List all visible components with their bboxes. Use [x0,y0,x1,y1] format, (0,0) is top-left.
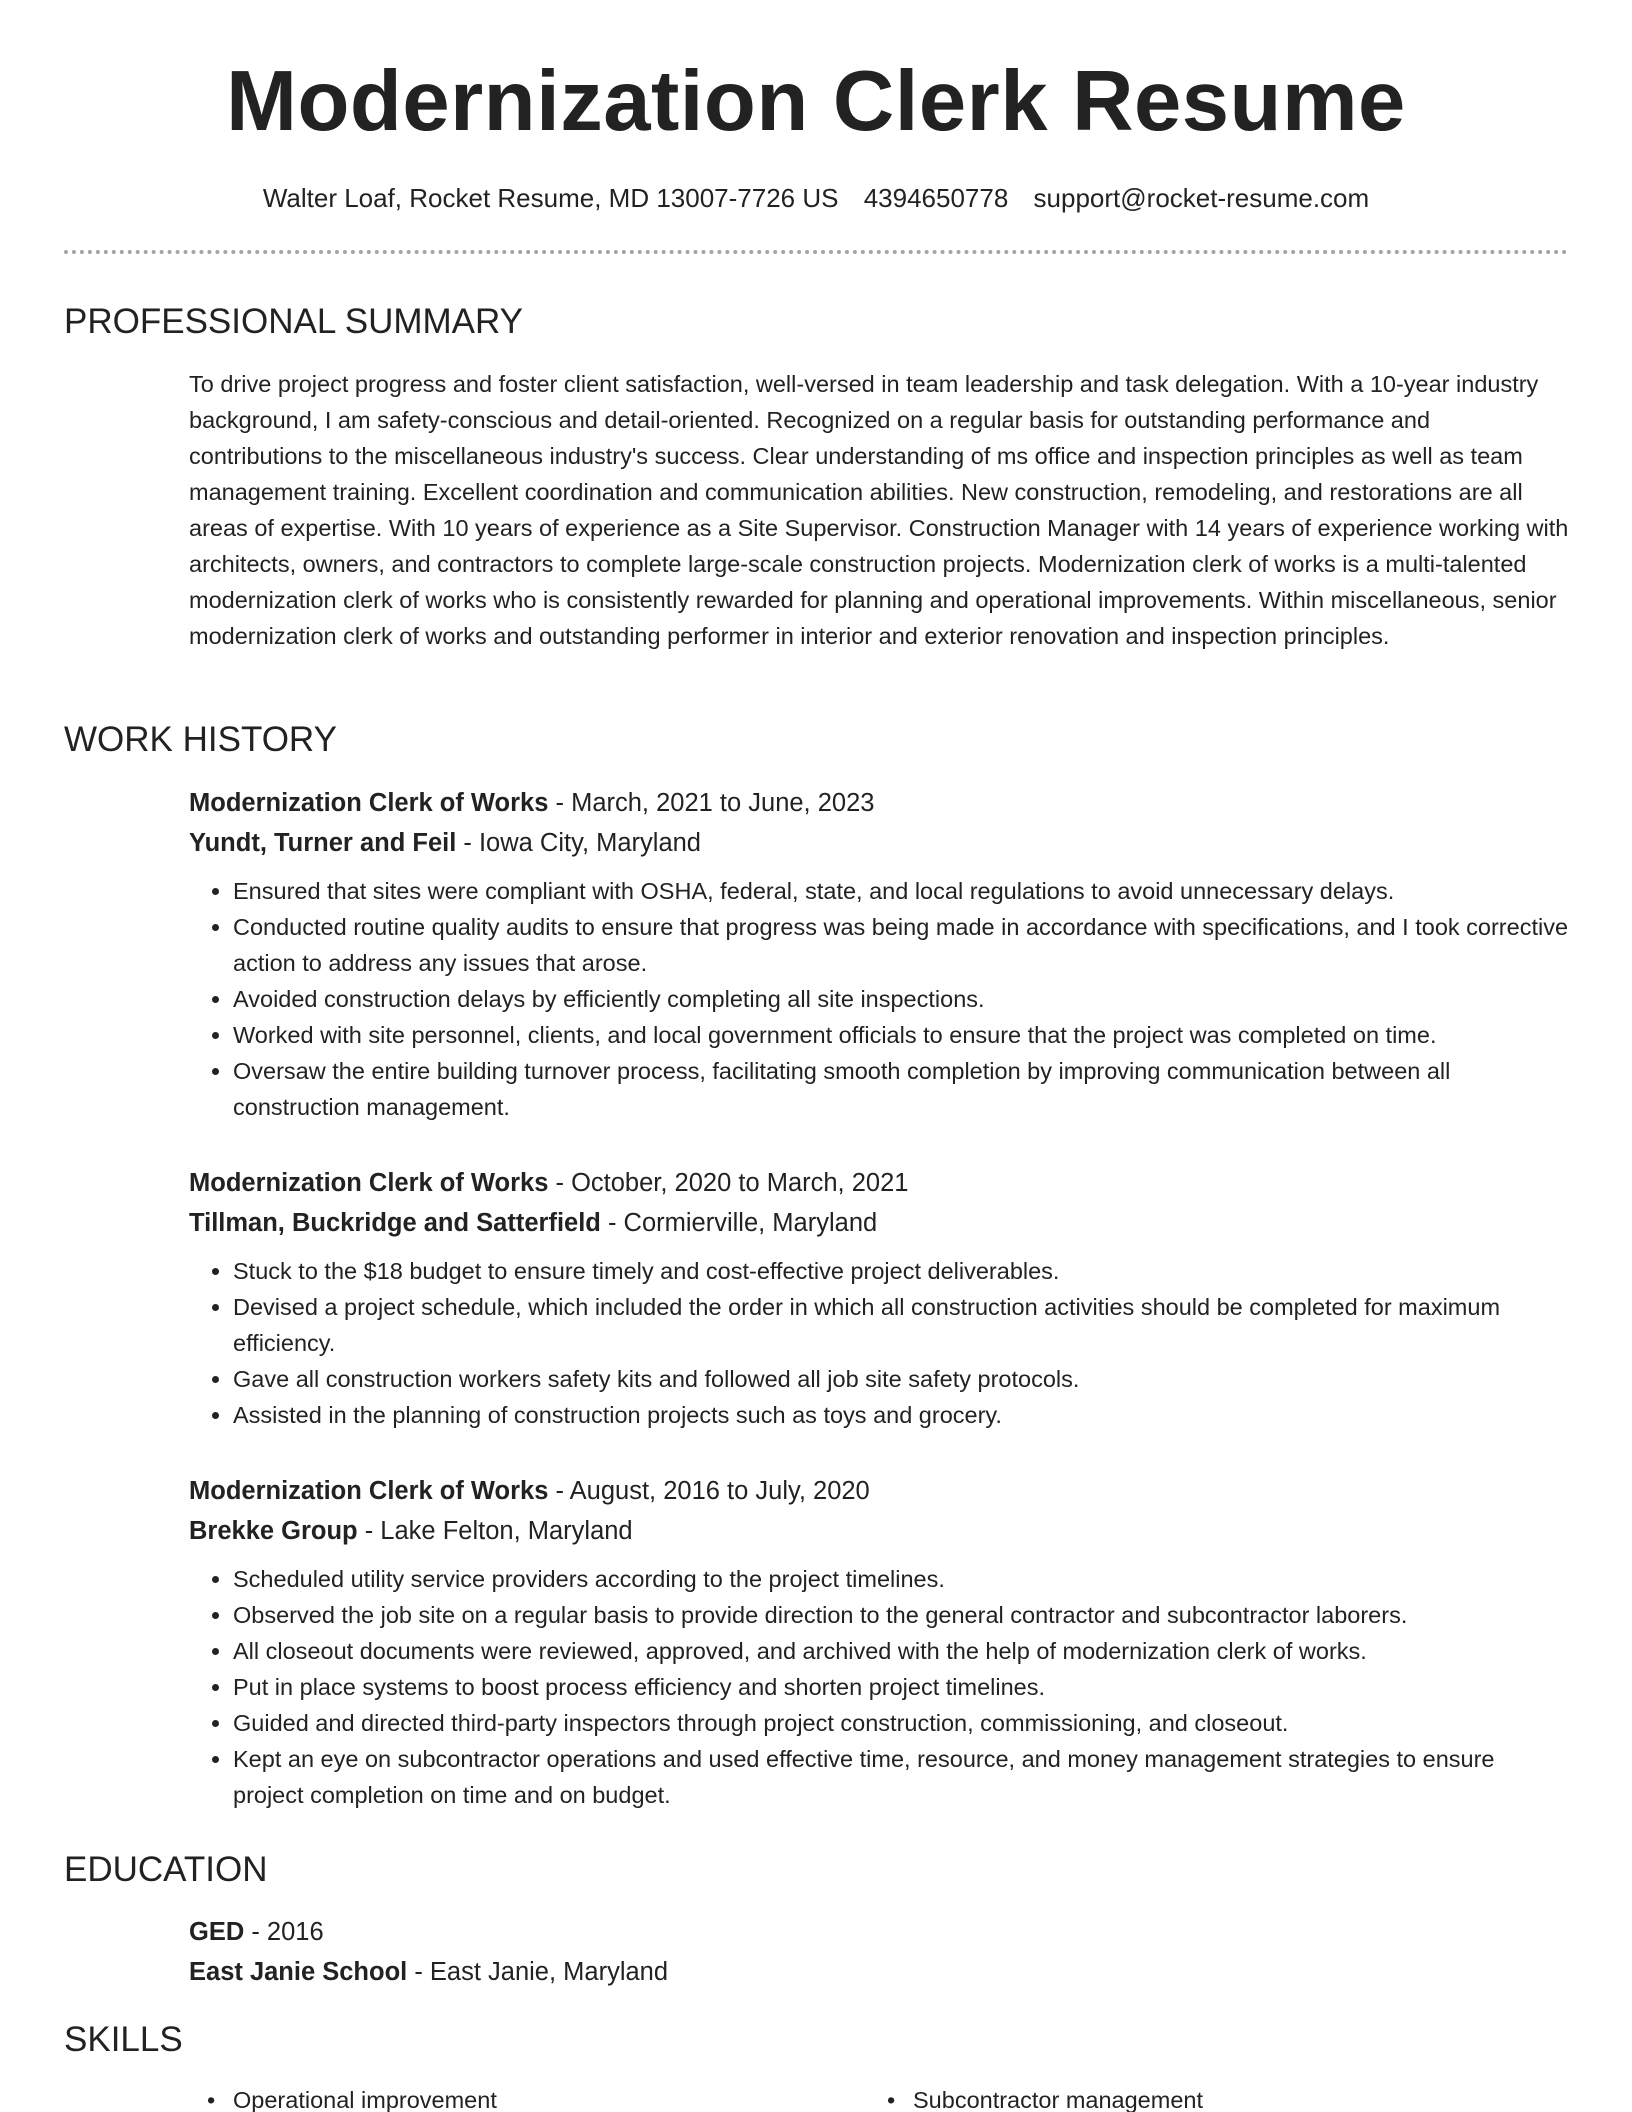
skills-heading: SKILLS [64,2020,183,2059]
job-company: Brekke Group [189,1517,358,1545]
job-entry [189,1471,1569,1813]
job-title: Modernization Clerk of Works [189,789,549,817]
education-school-line [189,1952,1569,1992]
job-bullets [189,1253,1569,1433]
job-bullet: • All closeout documents were reviewed, approved, and archived with the help of modernization clerk of works. [233,1633,1569,1669]
contact-phone: 4394650778 [863,183,1009,213]
job-company: Yundt, Turner and Feil [189,829,457,857]
job-dates: - August, 2016 to July, 2020 [555,1477,870,1505]
job-bullet: • Kept an eye on subcontractor operations and used effective time, resource, and money management strategies to ensure project completion on time and on budget. [233,1741,1569,1813]
job-entry [189,1163,1569,1433]
header-divider [64,250,1568,254]
job-bullet: • Oversaw the entire building turnover process, facilitating smooth completion by improving communication between all construction management. [233,1053,1569,1125]
job-bullet: • Guided and directed third-party inspectors through project construction, commissioning, and closeout. [233,1705,1569,1741]
job-bullet: • Avoided construction delays by efficiently completing all site inspections. [233,981,1569,1017]
job-location: - Iowa City, Maryland [463,829,701,857]
resume-title: Modernization Clerk Resume [226,54,1406,149]
job-bullet: • Scheduled utility service providers according to the project timelines. [233,1561,1569,1597]
skill-item: • Subcontractor management [869,2082,1203,2112]
skill-item: • Operational improvement [189,2082,497,2112]
job-title-line [189,1163,1569,1203]
job-company-line [189,1203,1569,1243]
job-title: Modernization Clerk of Works [189,1169,549,1197]
job-company-line [189,823,1569,863]
summary-heading: PROFESSIONAL SUMMARY [64,302,523,341]
education-degree-line [189,1912,1569,1952]
education-degree: GED [189,1918,245,1946]
job-bullet: • Observed the job site on a regular basis to provide direction to the general contractor and subcontractor laborers. [233,1597,1569,1633]
education-entry [189,1912,1569,1992]
education-year: - 2016 [251,1918,324,1946]
job-bullet: • Conducted routine quality audits to ensure that progress was being made in accordance with specifications, and I took corrective action to address any issues that arose. [233,909,1569,981]
education-location: - East Janie, Maryland [414,1958,669,1986]
job-entry [189,783,1569,1125]
summary-text: To drive project progress and foster client satisfaction, well-versed in team leadership and task delegation. With a 10-year industry background, I am safety-conscious and detail-oriented. Recognized on a regular basis for outstanding performance and contributions to the miscellaneous industry's success. Clear understanding of ms office and inspection principles as well as team management training. Excellent coordination and communication abilities. New construction, remodeling, and restorations are all areas of expertise. With 10 years of experience as a Site Supervisor. Construction Manager with 14 years of experience working with architects, owners, and contractors to complete large-scale construction projects. Modernization clerk of works is a multi-talented modernization clerk of works who is consistently rewarded for planning and operational improvements. Within miscellaneous, senior modernization clerk of works and outstanding performer in interior and exterior renovation and inspection principles. [189,371,1569,649]
job-bullet: • Stuck to the $18 budget to ensure timely and cost-effective project deliverables. [233,1253,1569,1289]
job-bullet: • Gave all construction workers safety kits and followed all job site safety protocols. [233,1361,1569,1397]
job-bullet: • Put in place systems to boost process efficiency and shorten project timelines. [233,1669,1569,1705]
job-dates: - March, 2021 to June, 2023 [555,789,875,817]
job-bullet: • Devised a project schedule, which included the order in which all construction activities should be completed for maximum efficiency. [233,1289,1569,1361]
contact-email: support@rocket-resume.com [1033,183,1370,213]
job-bullet: • Worked with site personnel, clients, and local government officials to ensure that the project was completed on time. [233,1017,1569,1053]
job-title-line [189,1471,1569,1511]
education-heading: EDUCATION [64,1850,268,1889]
job-bullet: • Assisted in the planning of construction projects such as toys and grocery. [233,1397,1569,1433]
job-bullets [189,1561,1569,1813]
job-dates: - October, 2020 to March, 2021 [555,1169,909,1197]
job-company: Tillman, Buckridge and Satterfield [189,1209,601,1237]
job-bullet: • Ensured that sites were compliant with OSHA, federal, state, and local regulations to avoid unnecessary delays. [233,873,1569,909]
contact-address: Walter Loaf, Rocket Resume, MD 13007-7726 US [262,183,839,213]
job-bullets [189,873,1569,1125]
job-location: - Cormierville, Maryland [607,1209,878,1237]
job-location: - Lake Felton, Maryland [364,1517,633,1545]
job-title-line [189,783,1569,823]
contact-line [0,180,1632,216]
job-title: Modernization Clerk of Works [189,1477,549,1505]
job-company-line [189,1511,1569,1551]
education-school: East Janie School [189,1958,408,1986]
work-history-heading: WORK HISTORY [64,720,337,759]
